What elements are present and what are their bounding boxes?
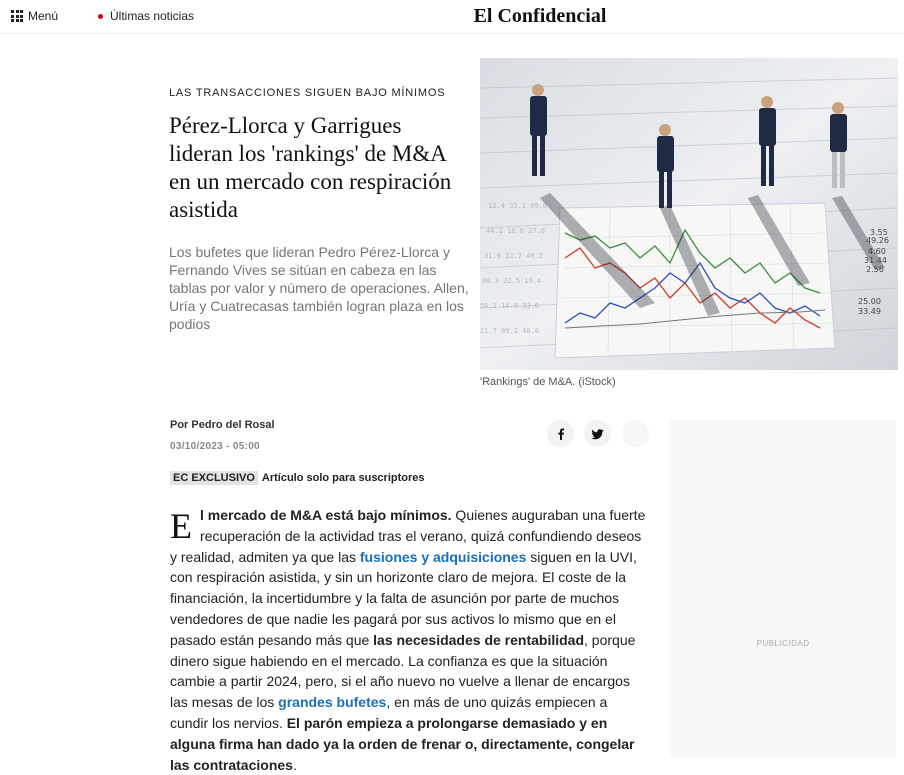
article-date: 03/10/2023 - 05:00 xyxy=(170,441,260,452)
facebook-icon xyxy=(555,428,567,440)
top-bar xyxy=(0,0,904,34)
svg-text:08.3 22.5 19.4: 08.3 22.5 19.4 xyxy=(482,277,542,285)
body-bold-3: El parón empieza a prolongarse demasiado y en alguna firma han dado ya la orden de frenar o, directamente, congelar las contrataciones xyxy=(170,714,635,773)
svg-text:2.56: 2.56 xyxy=(866,265,884,274)
svg-text:33.49: 33.49 xyxy=(858,307,881,316)
menu-label: Menú xyxy=(28,9,59,23)
body-text-3: , porque dinero sigue habiendo en el mercado. La confianza es que la situación cambie a partir 2024, pero, si el año nuevo no vuelve a llenar de encargos las mesas de los xyxy=(170,631,636,711)
article-kicker: LAS TRANSACCIONES SIGUEN BAJO MÍNIMOS xyxy=(169,87,446,99)
site-logo[interactable]: El Confidencial xyxy=(473,5,607,27)
svg-text:25.00: 25.00 xyxy=(858,297,881,306)
share-twitter-button[interactable] xyxy=(584,420,611,447)
body-text-1: Quienes auguraban una fuerte recuperación de la actividad tras el verano, quizá confundiendo deseos y realidad, admiten ya que las xyxy=(170,507,646,565)
exclusive-badge-row xyxy=(170,471,425,485)
article-title: Pérez-Llorca y Garrigues lideran los 'rankings' de M&A en un mercado con respiración asistida xyxy=(169,113,452,222)
subscriber-note: Artículo solo para suscriptores xyxy=(261,472,425,484)
body-text-4: , en más de uno quizás empiecen a cundir los nervios. xyxy=(170,694,608,731)
hero-image xyxy=(480,58,898,370)
body-end: . xyxy=(292,756,297,773)
article-author[interactable]: Por Pedro del Rosal xyxy=(170,419,275,431)
grid-menu-icon xyxy=(11,10,23,22)
body-text-2: siguen en la UVI, con respiración asistida, y sin un horizonte claro de mejora. El coste de la financiación, la incertidumbre y la falta de asunción por parte de muchos vendedores de que nadie les pagará por sus activos lo mismo que en el pasado están pesando más que xyxy=(170,548,637,648)
svg-text:44.2 18.0 27.6: 44.2 18.0 27.6 xyxy=(486,227,546,235)
svg-text:56.1 14.9 33.0: 56.1 14.9 33.0 xyxy=(480,302,540,310)
drop-cap: E xyxy=(170,506,192,546)
share-more-button[interactable] xyxy=(622,420,649,447)
twitter-icon xyxy=(591,428,604,440)
article-body xyxy=(170,505,646,775)
latest-news-label: Últimas noticias xyxy=(110,9,195,23)
link-grandes-bufetes[interactable]: grandes bufetes xyxy=(278,694,387,711)
ad-label: PUBLICIDAD xyxy=(756,639,810,648)
image-caption: 'Rankings' de M&A. (iStock) xyxy=(480,376,616,388)
svg-text:12.4 33.1 09.8: 12.4 33.1 09.8 xyxy=(488,202,548,210)
svg-text:49.26: 49.26 xyxy=(866,236,889,245)
svg-text:4.60: 4.60 xyxy=(868,247,886,256)
body-lead-bold: l mercado de M&A está bajo mínimos. xyxy=(200,507,452,523)
svg-text:21.7 09.2 48.6: 21.7 09.2 48.6 xyxy=(480,327,540,335)
live-dot-icon xyxy=(98,14,103,19)
svg-text:31.44: 31.44 xyxy=(864,256,887,265)
article-lede: Los bufetes que lideran Pedro Pérez-Llorca y Fernando Vives se sitúan en cabeza en las tablas por valor y número de operaciones. Allen, Uría y Cuatrecasas también logran plaza en los podios xyxy=(169,244,469,332)
menu-button[interactable] xyxy=(11,9,58,23)
exclusive-badge: EC EXCLUSIVO xyxy=(170,471,258,485)
svg-text:3.55: 3.55 xyxy=(870,228,888,237)
body-bold-2: las necesidades de rentabilidad xyxy=(373,631,585,648)
ad-slot[interactable] xyxy=(670,420,896,758)
latest-news-link[interactable] xyxy=(98,9,194,23)
share-facebook-button[interactable] xyxy=(547,420,574,447)
link-fusiones[interactable]: fusiones y adquisiciones xyxy=(359,548,527,565)
svg-text:31.9 12.7 40.2: 31.9 12.7 40.2 xyxy=(484,252,544,260)
